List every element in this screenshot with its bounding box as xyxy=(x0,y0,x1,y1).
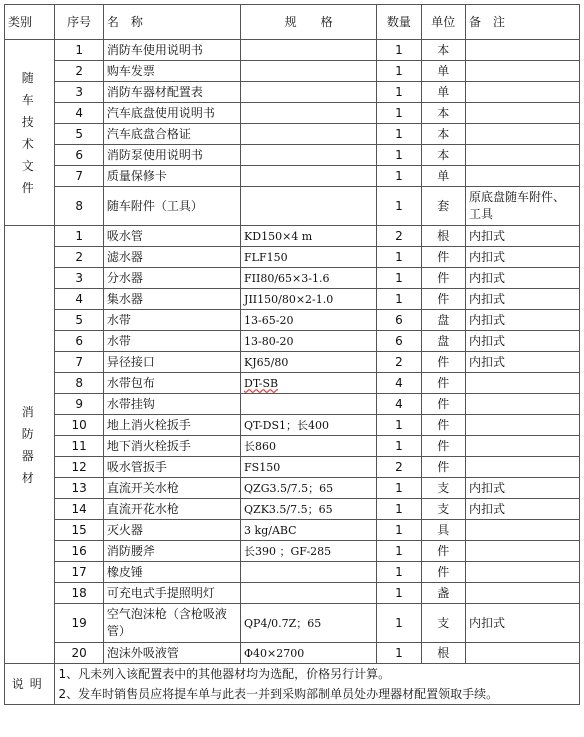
qty-cell: 1 xyxy=(377,415,421,436)
unit-cell: 单 xyxy=(421,61,465,82)
spec-cell: KD150×4 m xyxy=(241,226,377,247)
name-cell: 分水器 xyxy=(103,268,240,289)
remark-cell xyxy=(465,643,579,664)
seq-cell: 10 xyxy=(55,415,103,436)
spec-cell: 13-65-20 xyxy=(241,310,377,331)
seq-cell: 6 xyxy=(55,331,103,352)
spec-cell xyxy=(241,166,377,187)
name-cell: 质量保修卡 xyxy=(103,166,240,187)
seq-cell: 14 xyxy=(55,499,103,520)
name-cell: 汽车底盘使用说明书 xyxy=(103,103,240,124)
spec-cell: 长860 xyxy=(241,436,377,457)
unit-cell: 件 xyxy=(421,373,465,394)
remark-cell xyxy=(465,541,579,562)
qty-cell: 2 xyxy=(377,457,421,478)
unit-cell: 件 xyxy=(421,352,465,373)
note-line-2: 2、发车时销售员应将提车单与此表一并到采购部制单员处办理器材配置领取手续。 xyxy=(58,687,499,701)
seq-cell: 18 xyxy=(55,583,103,604)
name-cell: 消防腰斧 xyxy=(103,541,240,562)
qty-cell: 1 xyxy=(377,289,421,310)
remark-cell: 内扣式 xyxy=(465,289,579,310)
spec-cell: 13-80-20 xyxy=(241,331,377,352)
note-line-1: 1、凡未列入该配置表中的其他器材均为选配，价格另行计算。 xyxy=(58,667,391,681)
header-category: 类别 xyxy=(5,5,55,40)
spec-cell: KJ65/80 xyxy=(241,352,377,373)
seq-cell: 3 xyxy=(55,82,103,103)
qty-cell: 1 xyxy=(377,187,421,226)
name-cell: 异径接口 xyxy=(103,352,240,373)
remark-cell xyxy=(465,394,579,415)
unit-cell: 本 xyxy=(421,124,465,145)
name-cell: 消防泵使用说明书 xyxy=(103,145,240,166)
qty-cell: 2 xyxy=(377,352,421,373)
name-cell: 滤水器 xyxy=(103,247,240,268)
spec-cell xyxy=(241,373,377,394)
qty-cell: 1 xyxy=(377,478,421,499)
name-cell: 地下消火栓扳手 xyxy=(103,436,240,457)
name-cell: 水带 xyxy=(103,310,240,331)
category-line: 随 车 xyxy=(21,70,54,107)
seq-cell: 2 xyxy=(55,247,103,268)
seq-cell: 16 xyxy=(55,541,103,562)
qty-cell: 1 xyxy=(377,40,421,61)
remark-cell: 内扣式 xyxy=(465,499,579,520)
qty-cell: 4 xyxy=(377,373,421,394)
remark-cell xyxy=(465,520,579,541)
header-seq: 序号 xyxy=(55,5,103,40)
unit-cell: 盏 xyxy=(421,583,465,604)
seq-cell: 3 xyxy=(55,268,103,289)
table-row xyxy=(5,436,580,457)
unit-cell: 根 xyxy=(421,643,465,664)
spec-cell: JII150/80×2-1.0 xyxy=(241,289,377,310)
table-row xyxy=(5,247,580,268)
spec-cell: Φ40×2700 xyxy=(241,643,377,664)
table-row xyxy=(5,373,580,394)
category-line: 器 材 xyxy=(21,448,54,485)
table-row xyxy=(5,499,580,520)
remark-cell xyxy=(465,82,579,103)
unit-cell: 件 xyxy=(421,562,465,583)
table-row xyxy=(5,457,580,478)
spec-cell: 3 kg/ABC xyxy=(241,520,377,541)
unit-cell: 支 xyxy=(421,499,465,520)
remark-cell xyxy=(465,145,579,166)
unit-cell: 件 xyxy=(421,394,465,415)
seq-cell: 5 xyxy=(55,310,103,331)
name-cell: 地上消火栓扳手 xyxy=(103,415,240,436)
table-row xyxy=(5,541,580,562)
unit-cell: 件 xyxy=(421,436,465,457)
unit-cell: 支 xyxy=(421,604,465,643)
name-cell: 橡皮锤 xyxy=(103,562,240,583)
seq-cell: 19 xyxy=(55,604,103,643)
remark-cell: 原底盘随车附件、工具 xyxy=(465,187,579,226)
spec-cell: QP4/0.7Z；65 xyxy=(241,604,377,643)
seq-cell: 20 xyxy=(55,643,103,664)
notes-row xyxy=(5,664,580,705)
spec-cell xyxy=(241,562,377,583)
remark-cell: 内扣式 xyxy=(465,331,579,352)
seq-cell: 7 xyxy=(55,166,103,187)
name-cell: 可充电式手提照明灯 xyxy=(103,583,240,604)
seq-cell: 6 xyxy=(55,145,103,166)
spec-text: DT-SB xyxy=(244,376,279,390)
name-cell: 汽车底盘合格证 xyxy=(103,124,240,145)
spec-cell xyxy=(241,61,377,82)
table-row xyxy=(5,226,580,247)
qty-cell: 1 xyxy=(377,145,421,166)
qty-cell: 1 xyxy=(377,103,421,124)
seq-cell: 7 xyxy=(55,352,103,373)
table-row xyxy=(5,268,580,289)
table-row xyxy=(5,310,580,331)
unit-cell: 具 xyxy=(421,520,465,541)
unit-cell: 件 xyxy=(421,541,465,562)
qty-cell: 6 xyxy=(377,331,421,352)
table-row xyxy=(5,604,580,643)
seq-cell: 11 xyxy=(55,436,103,457)
header-spec: 规 格 xyxy=(241,5,377,40)
spec-cell xyxy=(241,394,377,415)
category-cell xyxy=(5,226,55,664)
qty-cell: 1 xyxy=(377,436,421,457)
name-cell: 吸水管扳手 xyxy=(103,457,240,478)
seq-cell: 13 xyxy=(55,478,103,499)
category-line: 文 件 xyxy=(21,158,54,195)
remark-cell: 内扣式 xyxy=(465,310,579,331)
notes-label: 说明 xyxy=(5,664,55,705)
qty-cell: 4 xyxy=(377,394,421,415)
unit-cell: 盘 xyxy=(421,331,465,352)
name-cell: 消防车使用说明书 xyxy=(103,40,240,61)
seq-cell: 1 xyxy=(55,40,103,61)
qty-cell: 1 xyxy=(377,604,421,643)
unit-cell: 单 xyxy=(421,166,465,187)
table-row xyxy=(5,520,580,541)
seq-cell: 8 xyxy=(55,373,103,394)
qty-cell: 1 xyxy=(377,124,421,145)
remark-cell: 内扣式 xyxy=(465,352,579,373)
unit-cell: 本 xyxy=(421,103,465,124)
table-row xyxy=(5,103,580,124)
table-row xyxy=(5,331,580,352)
seq-cell: 5 xyxy=(55,124,103,145)
category-cell xyxy=(5,40,55,226)
unit-cell: 单 xyxy=(421,82,465,103)
remark-cell xyxy=(465,583,579,604)
remark-cell xyxy=(465,103,579,124)
table-row xyxy=(5,394,580,415)
name-cell: 水带 xyxy=(103,331,240,352)
unit-cell: 件 xyxy=(421,289,465,310)
name-cell: 水带包布 xyxy=(103,373,240,394)
spec-cell xyxy=(241,124,377,145)
qty-cell: 1 xyxy=(377,499,421,520)
table-row xyxy=(5,562,580,583)
table-row xyxy=(5,352,580,373)
qty-cell: 1 xyxy=(377,61,421,82)
spec-cell: FII80/65×3-1.6 xyxy=(241,268,377,289)
spec-cell: QZG3.5/7.5；65 xyxy=(241,478,377,499)
equipment-config-table xyxy=(4,4,580,705)
name-cell: 泡沫外吸液管 xyxy=(103,643,240,664)
remark-cell xyxy=(465,166,579,187)
seq-cell: 12 xyxy=(55,457,103,478)
spec-cell: QT-DS1；长400 xyxy=(241,415,377,436)
seq-cell: 15 xyxy=(55,520,103,541)
remark-cell xyxy=(465,436,579,457)
table-body xyxy=(5,40,580,664)
unit-cell: 件 xyxy=(421,268,465,289)
qty-cell: 1 xyxy=(377,643,421,664)
unit-cell: 根 xyxy=(421,226,465,247)
header-unit: 单位 xyxy=(421,5,465,40)
name-cell: 直流开关水枪 xyxy=(103,478,240,499)
spec-cell: FLF150 xyxy=(241,247,377,268)
name-cell: 消防车器材配置表 xyxy=(103,82,240,103)
table-row xyxy=(5,124,580,145)
remark-cell: 内扣式 xyxy=(465,268,579,289)
spec-cell xyxy=(241,82,377,103)
qty-cell: 1 xyxy=(377,82,421,103)
table-row xyxy=(5,478,580,499)
name-cell: 购车发票 xyxy=(103,61,240,82)
unit-cell: 盘 xyxy=(421,310,465,331)
remark-cell: 内扣式 xyxy=(465,604,579,643)
unit-cell: 支 xyxy=(421,478,465,499)
name-cell: 水带挂钩 xyxy=(103,394,240,415)
unit-cell: 本 xyxy=(421,40,465,61)
table-row xyxy=(5,61,580,82)
remark-cell: 内扣式 xyxy=(465,247,579,268)
remark-cell: 内扣式 xyxy=(465,226,579,247)
qty-cell: 2 xyxy=(377,226,421,247)
remark-cell xyxy=(465,124,579,145)
unit-cell: 本 xyxy=(421,145,465,166)
spec-cell: 长390 ；GF-285 xyxy=(241,541,377,562)
name-cell: 吸水管 xyxy=(103,226,240,247)
table-row xyxy=(5,415,580,436)
unit-cell: 件 xyxy=(421,247,465,268)
remark-cell xyxy=(465,562,579,583)
qty-cell: 1 xyxy=(377,520,421,541)
qty-cell: 1 xyxy=(377,541,421,562)
table-row xyxy=(5,187,580,226)
remark-cell xyxy=(465,40,579,61)
spec-cell: QZK3.5/7.5；65 xyxy=(241,499,377,520)
spec-cell xyxy=(241,103,377,124)
name-cell: 直流开花水枪 xyxy=(103,499,240,520)
spec-cell: FS150 xyxy=(241,457,377,478)
qty-cell: 1 xyxy=(377,268,421,289)
seq-cell: 4 xyxy=(55,289,103,310)
table-row xyxy=(5,166,580,187)
name-cell: 随车附件（工具） xyxy=(103,187,240,226)
spec-cell xyxy=(241,187,377,226)
qty-cell: 1 xyxy=(377,583,421,604)
remark-cell xyxy=(465,61,579,82)
table-row xyxy=(5,289,580,310)
table-row xyxy=(5,82,580,103)
name-cell: 灭火器 xyxy=(103,520,240,541)
header-row xyxy=(5,5,580,40)
seq-cell: 8 xyxy=(55,187,103,226)
table-row xyxy=(5,145,580,166)
table-row xyxy=(5,40,580,61)
spec-cell xyxy=(241,583,377,604)
unit-cell: 套 xyxy=(421,187,465,226)
spec-cell xyxy=(241,145,377,166)
seq-cell: 9 xyxy=(55,394,103,415)
remark-cell xyxy=(465,415,579,436)
header-remark: 备 注 xyxy=(465,5,579,40)
unit-cell: 件 xyxy=(421,415,465,436)
notes-content xyxy=(55,664,580,705)
qty-cell: 1 xyxy=(377,562,421,583)
seq-cell: 1 xyxy=(55,226,103,247)
remark-cell xyxy=(465,373,579,394)
qty-cell: 6 xyxy=(377,310,421,331)
seq-cell: 17 xyxy=(55,562,103,583)
qty-cell: 1 xyxy=(377,166,421,187)
category-line: 消 防 xyxy=(21,404,54,441)
seq-cell: 2 xyxy=(55,61,103,82)
name-cell: 集水器 xyxy=(103,289,240,310)
remark-cell: 内扣式 xyxy=(465,478,579,499)
spec-cell xyxy=(241,40,377,61)
remark-cell xyxy=(465,457,579,478)
seq-cell: 4 xyxy=(55,103,103,124)
header-qty: 数量 xyxy=(377,5,421,40)
table-row xyxy=(5,643,580,664)
category-line: 技 术 xyxy=(21,114,54,151)
unit-cell: 件 xyxy=(421,457,465,478)
qty-cell: 1 xyxy=(377,247,421,268)
header-name: 名 称 xyxy=(103,5,240,40)
table-row xyxy=(5,583,580,604)
name-cell: 空气泡沫枪（含枪吸液管） xyxy=(103,604,240,643)
